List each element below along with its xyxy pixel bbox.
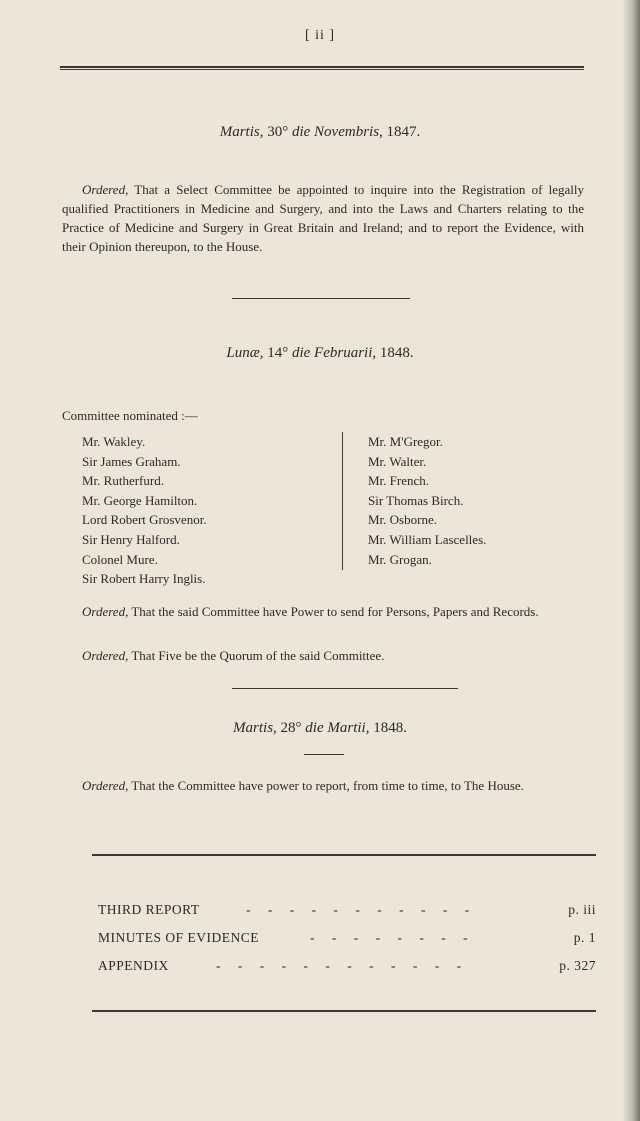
- short-divider: [304, 754, 344, 755]
- committee-member: Mr. Wakley.: [82, 434, 146, 449]
- header-rule-thin: [60, 69, 584, 70]
- ordered-label: Ordered,: [82, 778, 129, 793]
- date-year: 1848.: [379, 345, 414, 361]
- section-divider: [232, 298, 410, 299]
- contents-page: p. 1: [573, 930, 596, 945]
- third-date-line: [0, 720, 640, 737]
- committee-member: Mr. George Hamilton.: [82, 492, 198, 508]
- order-power-paragraph: [62, 602, 584, 621]
- committee-member: Sir Robert Harry Inglis.: [82, 571, 206, 587]
- first-order-text: That a Select Committee be appointed to inquire into the Registration of legally qualified Practitioners in Medicine and Surgery, and into the Laws and Charters relating to the Practice of Medicine and Surgery in Great Britain and Ireland; and to report the Evidence, with their Opinion thereupon, to the House.: [62, 182, 584, 254]
- first-date-line: [0, 124, 640, 141]
- contents-page: p. 327: [559, 958, 596, 973]
- order-power-text: That the said Committee have Power to send for Persons, Papers and Records.: [131, 604, 539, 619]
- page-number: [ ii ]: [304, 28, 336, 43]
- committee-member: Mr. Walter.: [368, 453, 427, 469]
- committee-member: Mr. William Lascelles.: [368, 531, 487, 547]
- contents-row-appendix: [98, 958, 596, 978]
- date-rest: die Martii,: [305, 720, 370, 736]
- committee-member: Mr. Grogan.: [368, 551, 432, 567]
- committee-member: Sir Thomas Birch.: [368, 492, 464, 508]
- contents-page: p. iii: [568, 902, 596, 917]
- date-num: 30°: [267, 124, 289, 140]
- committee-member: Colonel Mure.: [82, 551, 158, 567]
- committee-member: Mr. Rutherfurd.: [82, 473, 164, 489]
- date-day: Lunæ,: [226, 345, 264, 361]
- ordered-label: Ordered,: [82, 648, 129, 663]
- page-edge-shadow: [622, 0, 640, 1121]
- date-year: 1847.: [386, 124, 421, 140]
- contents-label: APPENDIX: [98, 958, 169, 973]
- contents-row-minutes: [98, 930, 596, 950]
- order-report-paragraph: [62, 776, 584, 795]
- contents-top-rule: [92, 854, 596, 856]
- date-day: Martis,: [233, 720, 277, 736]
- committee-member: Lord Robert Grosvenor.: [82, 512, 207, 528]
- section-divider: [232, 688, 458, 689]
- column-divider: [342, 432, 343, 570]
- contents-leader: - - - - - - - - - - -: [246, 902, 477, 917]
- order-quorum-paragraph: [62, 646, 584, 665]
- header-rule: [60, 66, 584, 68]
- contents-leader: - - - - - - - -: [310, 930, 475, 945]
- order-report-text: That the Committee have power to report, from time to time, to The House.: [131, 778, 524, 793]
- contents-row-third-report: [98, 902, 596, 922]
- date-num: 14°: [267, 345, 289, 361]
- ordered-label: Ordered,: [82, 604, 129, 619]
- committee-member: Sir Henry Halford.: [82, 531, 180, 547]
- committee-member: Mr. French.: [368, 473, 430, 489]
- contents-label: THIRD REPORT: [98, 902, 200, 917]
- committee-label: Committee nominated :—: [62, 408, 198, 423]
- committee-member: Sir James Graham.: [82, 453, 181, 469]
- members-left-column: [82, 432, 207, 589]
- date-rest: die Novembris,: [291, 124, 383, 140]
- first-order-paragraph: [62, 180, 584, 256]
- date-rest: die Februarii,: [291, 345, 377, 361]
- ordered-label: Ordered,: [82, 182, 129, 197]
- date-year: 1848.: [373, 720, 407, 736]
- second-date-line: [0, 345, 640, 362]
- date-num: 28°: [280, 720, 302, 736]
- order-quorum-text: That Five be the Quorum of the said Committee.: [131, 648, 385, 663]
- date-day: Martis,: [219, 124, 264, 140]
- members-right-column: [368, 432, 486, 569]
- committee-member: Mr. M'Gregor.: [368, 434, 443, 449]
- contents-label: MINUTES OF EVIDENCE: [98, 930, 259, 945]
- contents-bottom-rule: [92, 1010, 596, 1012]
- committee-member: Mr. Osborne.: [368, 512, 437, 528]
- contents-leader: - - - - - - - - - - - -: [216, 958, 469, 973]
